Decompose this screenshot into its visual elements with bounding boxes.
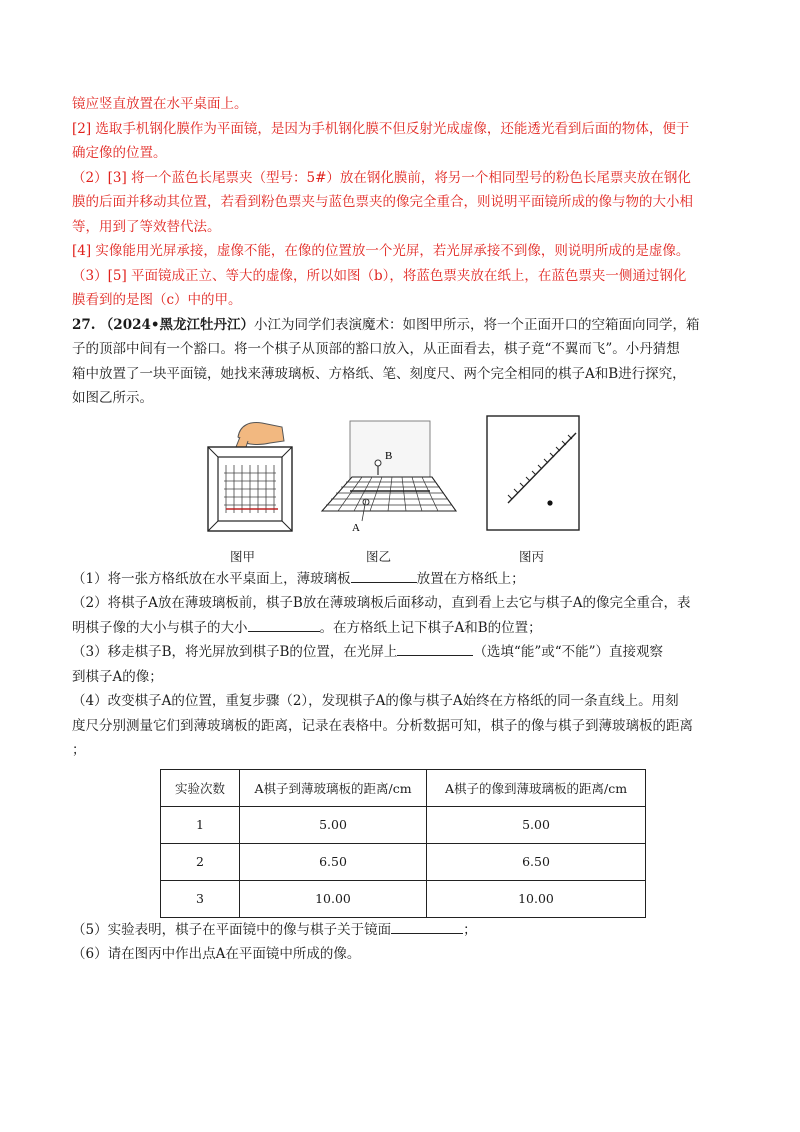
question-stem-line-2: 子的顶部中间有一个豁口。将一个棋子从顶部的豁口放入，从正面看去，棋子竟“不翼而飞”。小丹猜想 (72, 341, 680, 357)
answer-line-2: [2] 选取手机钢化膜作为平面镜，是因为手机钢化膜不但反射光成虚像，还能透光看到后面的物体，便于 (72, 120, 690, 137)
part-3-line-1: （3）移走棋子B，将光屏放到棋子B的位置，在光屏上 （选填“能”或“不能”）直接观察 (72, 640, 728, 665)
table-header: A棋子的像到薄玻璃板的距离/cm (427, 769, 646, 806)
table-cell: 2 (161, 843, 240, 880)
figure-row (72, 415, 728, 565)
question-stem-line-3: 箱中放置了一块平面镜，她找来薄玻璃板、方格纸、笔、刻度尺、两个完全相同的棋子A和B进行探究， (72, 365, 686, 382)
table-cell: 1 (161, 806, 240, 843)
part-4-line-2: 度尺分别测量它们到薄玻璃板的距离，记录在表格中。分析数据可知，棋子的像与棋子到薄玻璃板的距离 (72, 717, 693, 734)
question-stem-line-4: 如图乙所示。 (72, 390, 153, 406)
figure-mirror-point (486, 415, 580, 533)
part-4-line-1: （4）改变棋子A的位置，重复步骤（2），发现棋子A的像与棋子A始终在方格纸的同一条直线上。用刻 (72, 693, 679, 709)
answer-line-6: 等，用到了等效替代法。 (72, 218, 221, 235)
figure-1-caption: 图甲 (230, 548, 256, 564)
figure-box-magic (200, 417, 300, 537)
answer-line-7: [4] 实像能用光屏承接，虚像不能，在像的位置放一个光屏，若光屏承接不到像，则说明所成的是虚像。 (72, 243, 690, 259)
answer-line-3: 确定像的位置。 (72, 145, 167, 161)
question-stem-text: 小江为同学们表演魔术：如图甲所示，将一个正面开口的空箱面向同学，箱 (254, 316, 700, 333)
table-row (161, 806, 646, 843)
table-cell: 5.00 (427, 806, 646, 843)
answer-blank-2[interactable] (248, 617, 320, 632)
document-page (72, 92, 728, 967)
question-stem-line-1 (72, 313, 728, 338)
table-header: A棋子到薄玻璃板的距离/cm (240, 769, 427, 806)
answer-line-8: （3）[5] 平面镜成正立、等大的虚像，所以如图（b），将蓝色票夹放在纸上，在蓝色票夹一侧通过钢化 (72, 267, 687, 284)
part-2-line-1: （2）将棋子A放在薄玻璃板前，棋子B放在薄玻璃板后面移动，直到看上去它与棋子A的像完全重合，表 (72, 595, 691, 611)
answer-blank-1[interactable] (351, 568, 417, 583)
table-header: 实验次数 (161, 769, 240, 806)
figure-2-caption: 图乙 (366, 548, 392, 564)
part-6: （6）请在图丙中作出点A在平面镜中所成的像。 (72, 946, 361, 962)
question-source: （2024•黑龙江牡丹江） (99, 316, 254, 333)
answer-blank-3[interactable] (397, 641, 473, 656)
part-1: （1）将一张方格纸放在水平桌面上，薄玻璃板 放置在方格纸上； (72, 567, 728, 592)
part-4-line-3: ； (72, 742, 86, 758)
question-number: 27. (72, 316, 96, 333)
data-table (160, 769, 646, 918)
answer-blank-5[interactable] (391, 919, 463, 934)
answer-line-5: 膜的后面并移动其位置，若看到粉色票夹与蓝色票夹的像完全重合，则说明平面镜所成的像与物的大小相 (72, 194, 693, 210)
answer-line-1: 镜应竖直放置在水平桌面上。 (72, 96, 248, 112)
label-b: B (385, 449, 393, 462)
part-2-line-2: 明棋子像的大小与棋子的大小 。在方格纸上记下棋子A和B的位置； (72, 616, 728, 641)
table-row (161, 880, 646, 917)
table-header-row (161, 769, 646, 806)
part-5: （5）实验表明，棋子在平面镜中的像与棋子关于镜面 ； (72, 918, 728, 943)
part-3-line-2: 到棋子A的像； (72, 668, 163, 685)
answer-line-9: 膜看到的是图（c）中的甲。 (72, 292, 242, 308)
table-cell: 10.00 (240, 880, 427, 917)
figure-glass-grid (312, 415, 462, 545)
table-cell: 10.00 (427, 880, 646, 917)
figure-3-caption: 图丙 (519, 548, 545, 564)
table-cell: 6.50 (427, 843, 646, 880)
table-cell: 3 (161, 880, 240, 917)
table-cell: 6.50 (240, 843, 427, 880)
label-a: A (352, 521, 360, 534)
table-cell: 5.00 (240, 806, 427, 843)
table-row (161, 843, 646, 880)
answer-line-4: （2）[3] 将一个蓝色长尾票夹（型号：5#）放在钢化膜前，将另一个相同型号的粉色长尾票夹放在钢化 (72, 169, 691, 186)
